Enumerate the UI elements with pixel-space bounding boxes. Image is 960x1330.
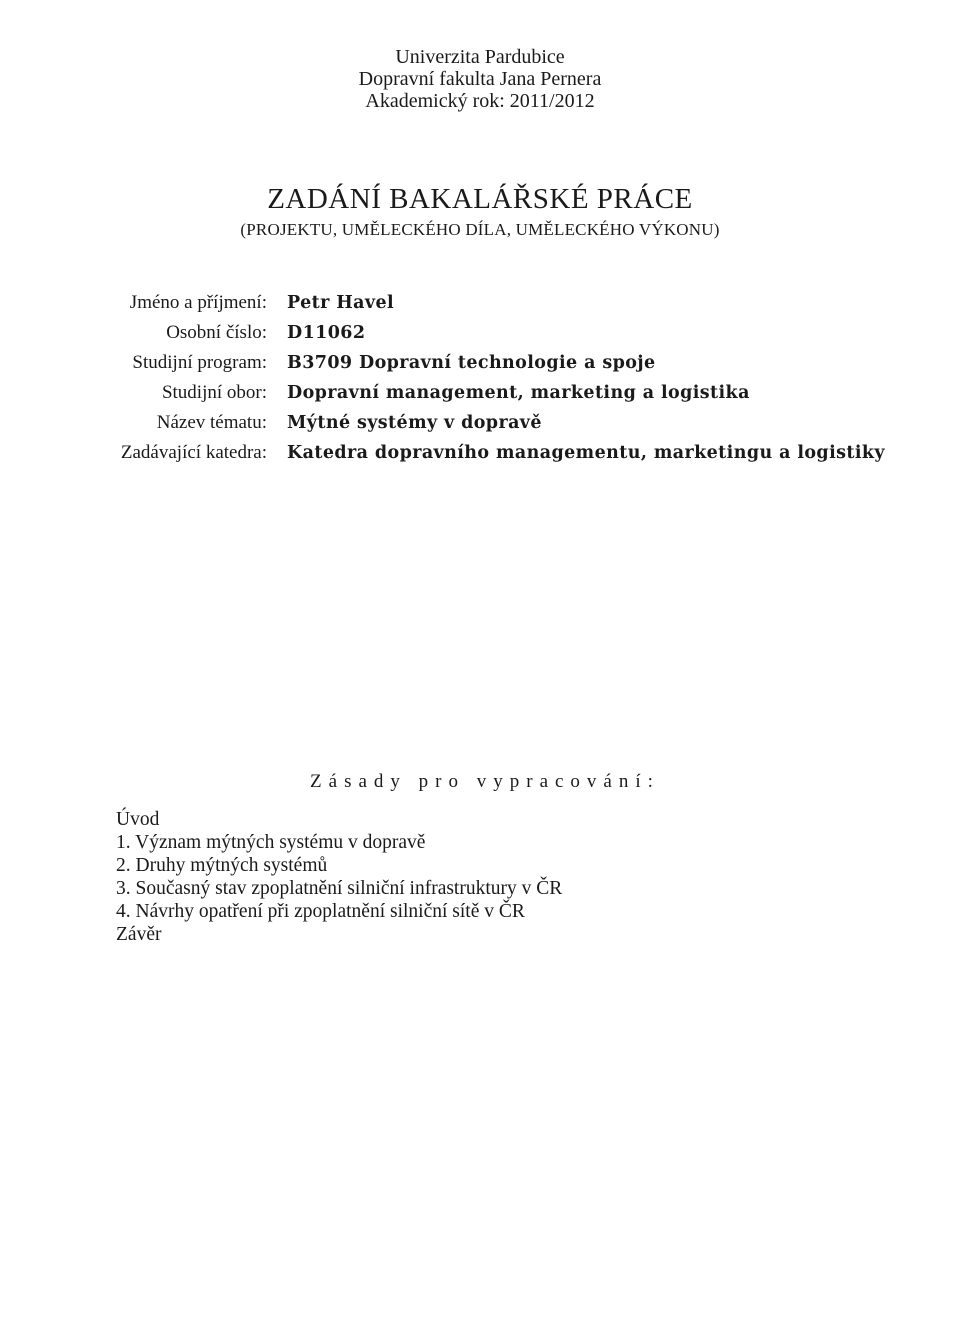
- title-block: [0, 182, 960, 241]
- principles-section: [0, 770, 960, 794]
- study-field-value: Dopravní management, marketing a logistika: [287, 383, 750, 403]
- outline-item: 1. Význam mýtných systému v dopravě: [116, 832, 426, 853]
- document-title: ZADÁNÍ BAKALÁŘSKÉ PRÁCE: [267, 183, 693, 215]
- outline-item: Úvod: [116, 809, 160, 830]
- personal-number-value: D11062: [287, 323, 366, 343]
- department-value: Katedra dopravního managementu, marketingu a logistiky: [287, 443, 885, 463]
- principles-heading: Zásady pro vypracování:: [310, 771, 660, 792]
- name-value: Petr Havel: [287, 293, 395, 313]
- faculty-name: Dopravní fakulta Jana Pernera: [358, 68, 602, 90]
- outline-list: [116, 808, 562, 946]
- study-program-value: B3709 Dopravní technologie a spoje: [287, 353, 656, 373]
- personal-number-label: Osobní číslo:: [166, 322, 267, 343]
- study-program-label: Studijní program:: [132, 352, 267, 373]
- outline-item: 4. Návrhy opatření při zpoplatnění silniční sítě v ČR: [116, 901, 525, 922]
- university-name: Univerzita Pardubice: [395, 46, 565, 68]
- outline-item: 2. Druhy mýtných systémů: [116, 855, 328, 876]
- info-row-personal-number: [0, 320, 960, 350]
- topic-value: Mýtné systémy v dopravě: [287, 413, 542, 433]
- info-row-name: [0, 290, 960, 320]
- outline-item: Závěr: [116, 924, 162, 945]
- study-field-label: Studijní obor:: [161, 382, 267, 403]
- topic-label: Název tématu:: [156, 412, 267, 433]
- department-label: Zadávající katedra:: [120, 442, 267, 463]
- outline-item: 3. Současný stav zpoplatnění silniční infrastruktury v ČR: [116, 878, 563, 899]
- info-row-department: [0, 440, 960, 470]
- document-subtitle: (PROJEKTU, UMĚLECKÉHO DÍLA, UMĚLECKÉHO VÝKONU): [240, 220, 720, 239]
- student-info: [0, 290, 960, 470]
- document-header: [0, 46, 960, 112]
- academic-year: Akademický rok: 2011/2012: [365, 90, 595, 112]
- info-row-topic: [0, 410, 960, 440]
- info-row-study-program: [0, 350, 960, 380]
- info-row-study-field: [0, 380, 960, 410]
- name-label: Jméno a příjmení:: [129, 292, 267, 313]
